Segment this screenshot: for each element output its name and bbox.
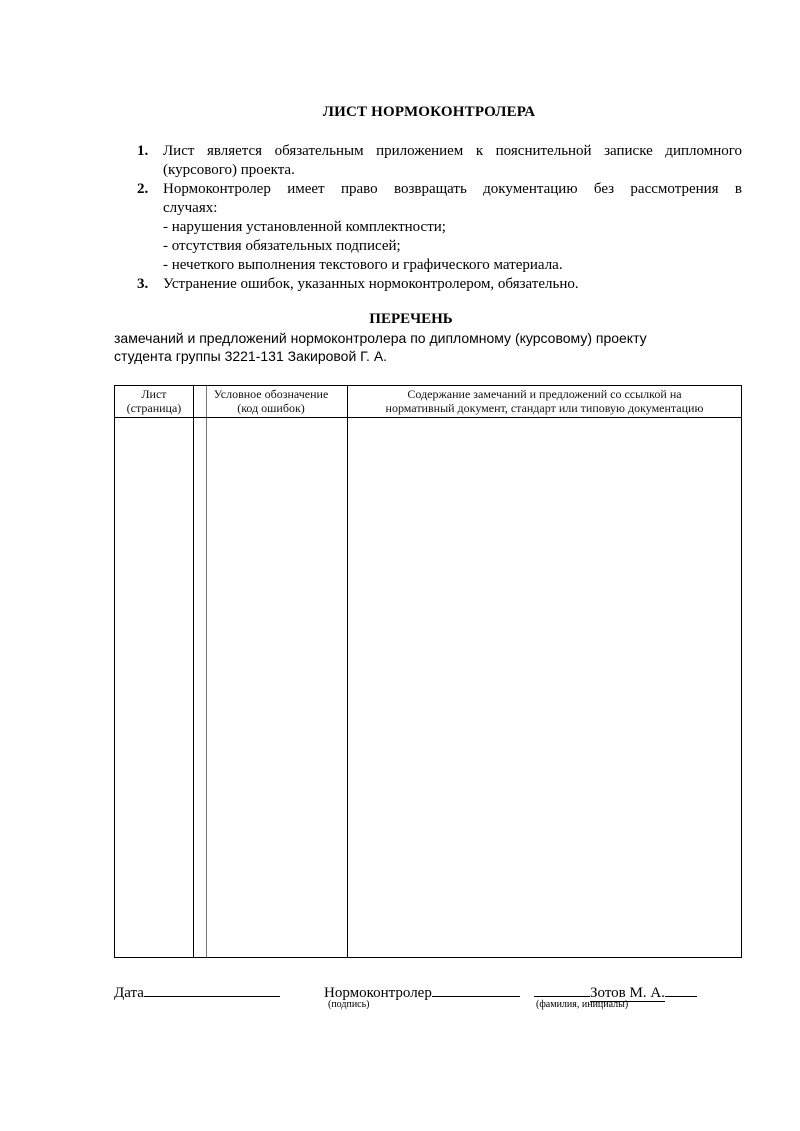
rules-list bbox=[137, 142, 742, 294]
rule-item-2 bbox=[137, 180, 742, 275]
date-label: Дата bbox=[114, 985, 144, 1001]
table-header-code bbox=[194, 387, 348, 417]
column-divider bbox=[193, 386, 194, 957]
rule-text-line: (курсового) проекта. bbox=[163, 162, 295, 178]
name-underline-right bbox=[665, 982, 697, 997]
list-description-line: студента группы 3221-131 Закировой Г. А. bbox=[114, 348, 388, 364]
header-text: Лист bbox=[141, 387, 167, 401]
rule-text-line: Лист является обязательным приложением к пояснительной записке дипломного bbox=[163, 143, 742, 159]
date-underline bbox=[144, 982, 280, 997]
header-text: нормативный документ, стандарт или типовую документацию bbox=[385, 401, 704, 415]
table-header-content bbox=[348, 387, 741, 417]
signature-footer bbox=[114, 982, 754, 1022]
header-text: (код ошибок) bbox=[237, 401, 305, 415]
name-caption: (фамилия, инициалы) bbox=[536, 999, 629, 1010]
list-description-line: замечаний и предложений нормоконтролера по дипломному (курсовому) проекту bbox=[114, 330, 647, 346]
signature-caption: (подпись) bbox=[328, 999, 370, 1010]
rule-subitem: - нечеткого выполнения текстового и графического материала. bbox=[163, 257, 563, 273]
signature-underline bbox=[432, 982, 520, 997]
document-title: ЛИСТ НОРМОКОНТРОЛЕРА bbox=[322, 104, 536, 120]
list-description bbox=[114, 329, 754, 365]
date-field bbox=[114, 982, 280, 1002]
name-underline-left bbox=[534, 982, 590, 997]
rule-subitem: - нарушения установленной комплектности; bbox=[163, 219, 446, 235]
rule-text-line: Устранение ошибок, указанных нормоконтролером, обязательно. bbox=[163, 276, 579, 292]
header-divider bbox=[115, 417, 741, 418]
column-divider bbox=[347, 386, 348, 957]
rule-number: 1. bbox=[137, 143, 149, 159]
list-title: ПЕРЕЧЕНЬ bbox=[369, 311, 453, 327]
header-text: Условное обозначение bbox=[213, 387, 329, 401]
column-divider bbox=[206, 386, 207, 957]
rule-item-1 bbox=[137, 142, 742, 180]
controller-name: Зотов М. А. bbox=[590, 985, 665, 1001]
rule-item-3 bbox=[137, 275, 742, 294]
rule-number: 2. bbox=[137, 181, 149, 197]
controller-label: Нормоконтролер bbox=[324, 985, 432, 1001]
rule-text-line: случаях: bbox=[163, 200, 218, 216]
table-header-sheet bbox=[115, 387, 193, 417]
header-text: (страница) bbox=[126, 401, 182, 415]
rule-text-line: Нормоконтролер имеет право возвращать документацию без рассмотрения в bbox=[163, 181, 742, 197]
rule-subitem: - отсутствия обязательных подписей; bbox=[163, 238, 401, 254]
remarks-table bbox=[114, 385, 742, 958]
header-text: Содержание замечаний и предложений со ссылкой на bbox=[407, 387, 682, 401]
rule-number: 3. bbox=[137, 276, 149, 292]
